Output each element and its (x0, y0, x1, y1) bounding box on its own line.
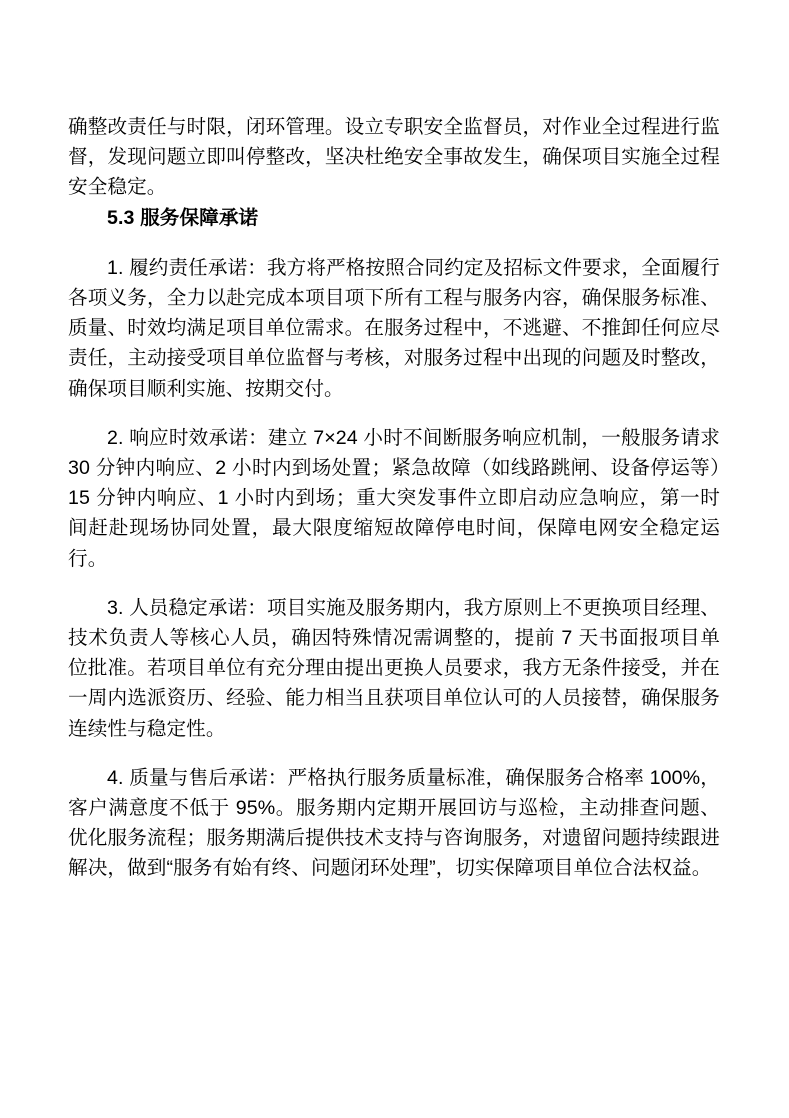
continuation-paragraph: 确整改责任与时限，闭环管理。设立专职安全监督员，对作业全过程进行监督，发现问题立即叫停整改，坚决杜绝安全事故发生，确保项目实施全过程安全稳定。 (68, 116, 720, 199)
commitment-item-2: 2. 响应时效承诺：建立 7×24 小时不间断服务响应机制，一般服务请求 30 分钟内响应、2 小时内到场处置；紧急故障（如线路跳闸、设备停运等）15 分钟内响应、1 小时内到场；重大突发事件立即启动应急响应，第一时间赶赴现场协同处置，最大限度缩短故障停电时间，保障电网安全稳定运行。 (68, 426, 720, 570)
commitment-item-3: 3. 人员稳定承诺：项目实施及服务期内，我方原则上不更换项目经理、技术负责人等核心人员，确因特殊情况需调整的，提前 7 天书面报项目单位批准。若项目单位有充分理由提出更换人员要求，我方无条件接受，并在一周内选派资历、经验、能力相当且获项目单位认可的人员接替，确保服务连续性与稳定性。 (68, 596, 720, 740)
commitment-item-4: 4. 质量与售后承诺：严格执行服务质量标准，确保服务合格率 100%，客户满意度不低于 95%。服务期内定期开展回访与巡检，主动排查问题、优化服务流程；服务期满后提供技术支持与咨询服务，对遗留问题持续跟进解决，做到“服务有始有终、问题闭环处理”，切实保障项目单位合法权益。 (68, 766, 720, 880)
commitment-item-1: 1. 履约责任承诺：我方将严格按照合同约定及招标文件要求，全面履行各项义务，全力以赴完成本项目项下所有工程与服务内容，确保服务标准、质量、时效均满足项目单位需求。在服务过程中，不逃避、不推卸任何应尽责任，主动接受项目单位监督与考核，对服务过程中出现的问题及时整改，确保项目顺利实施、按期交付。 (68, 256, 720, 400)
document-body (68, 112, 720, 884)
section-heading-5-3: 5.3 服务保障承诺 (107, 206, 259, 229)
